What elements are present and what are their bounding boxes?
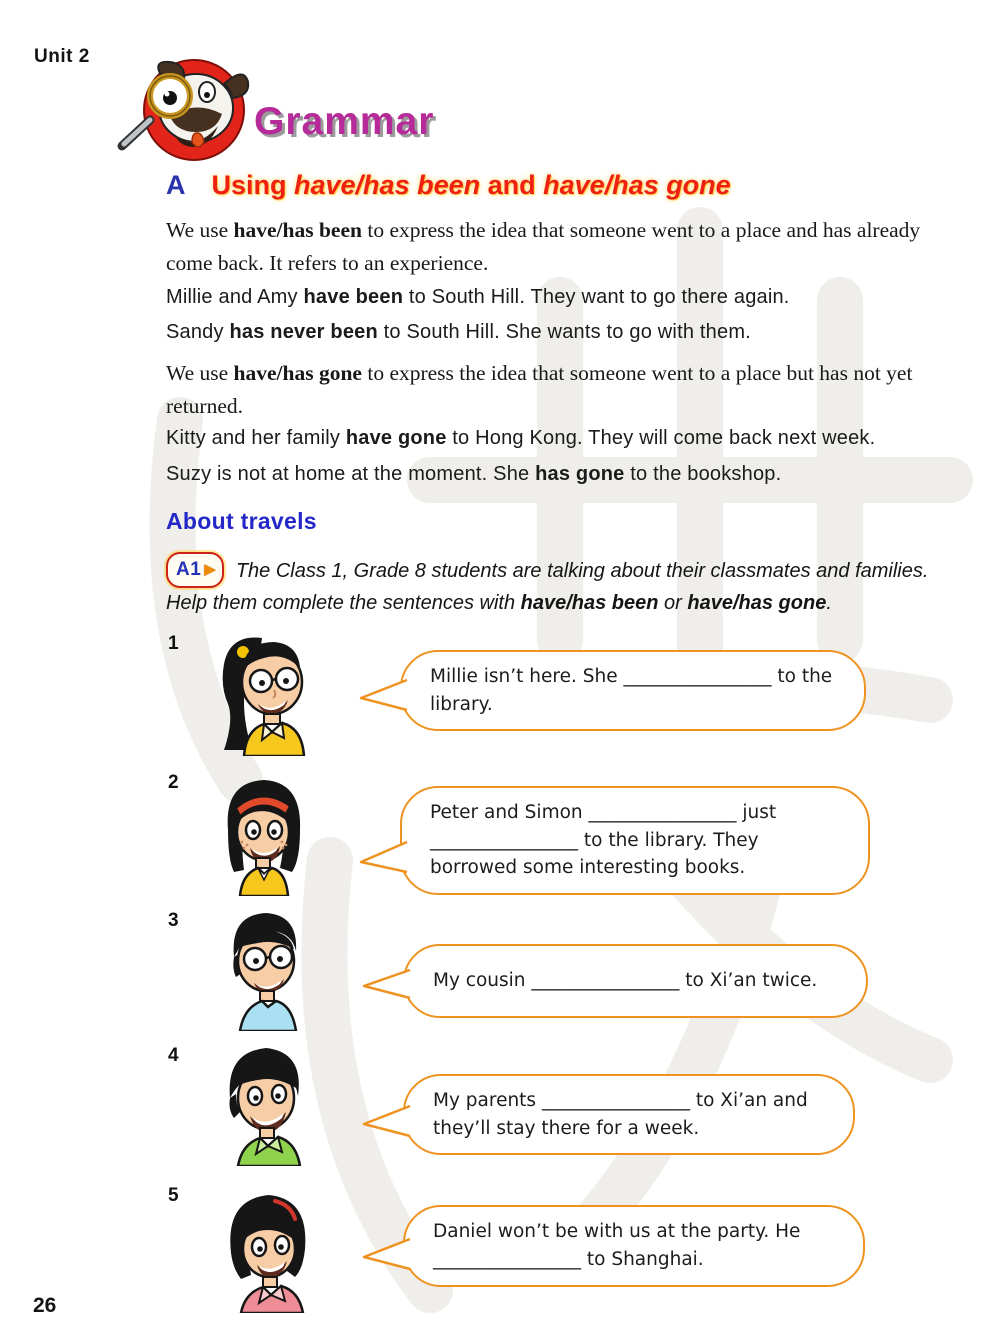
bubble-text: Millie isn’t here. She ________________ to the library.	[430, 666, 833, 715]
play-triangle-icon: ▶	[204, 561, 216, 578]
exercise-subtitle: About travels	[166, 508, 317, 534]
page-number: 26	[33, 1294, 57, 1317]
example-sentence-4: Suzy is not at home at the moment. She has gone to the bookshop.	[166, 463, 782, 485]
speech-bubble-5	[403, 1205, 865, 1287]
portrait-boy-green-shirt	[200, 1038, 322, 1166]
dog-mascot-logo	[112, 54, 264, 166]
portrait-boy-glasses	[200, 903, 322, 1031]
portrait-girl-ponytail-glasses	[200, 628, 322, 756]
portrait-child-pink-shirt	[205, 1185, 327, 1313]
item-number: 4	[168, 1045, 179, 1066]
speech-bubble-1	[400, 650, 866, 731]
exercise-instructions: A1 ▶ The Class 1, Grade 8 students are talking about their classmates and families. Help them complete the sentences with have/has been or have/has gone.	[166, 552, 966, 619]
bubble-text: Daniel won’t be with us at the party. He ________________ to Shanghai.	[433, 1221, 801, 1270]
speech-bubble-3	[403, 944, 868, 1018]
bubble-tail	[357, 840, 409, 876]
item-number: 3	[168, 910, 179, 931]
logo-title: Grammar	[254, 100, 435, 143]
example-sentence-3: Kitty and her family have gone to Hong Kong. They will come back next week.	[166, 427, 876, 449]
example-sentence-2: Sandy has never been to South Hill. She wants to go with them.	[166, 321, 751, 343]
bubble-text: Peter and Simon ________________ just ________________ to the library. They borrowed some interesting books.	[430, 802, 777, 878]
item-number: 2	[168, 772, 179, 793]
bubble-tail	[357, 678, 409, 714]
section-a-heading	[166, 170, 731, 201]
section-letter: A	[166, 170, 186, 200]
portrait-girl-bob-headband	[200, 768, 322, 896]
bubble-text: My parents ________________ to Xi’an and they’ll stay there for a week.	[433, 1090, 808, 1139]
rule-paragraph-been: We use have/has been to express the idea that someone went to a place and has already come back. It refers to an experience.	[166, 218, 921, 275]
exercise-badge: A1 ▶	[166, 552, 224, 588]
speech-bubble-4	[403, 1074, 855, 1155]
bubble-tail	[360, 1237, 412, 1273]
bubble-tail	[360, 1104, 412, 1140]
speech-bubble-2	[400, 786, 870, 895]
item-number: 1	[168, 633, 179, 654]
bubble-text: My cousin ________________ to Xi’an twice.	[433, 970, 818, 992]
item-number: 5	[168, 1185, 179, 1206]
example-sentence-1: Millie and Amy have been to South Hill. They want to go there again.	[166, 286, 790, 308]
section-title: Using have/has been and have/has gone	[211, 170, 731, 200]
rule-paragraph-gone: We use have/has gone to express the idea that someone went to a place but has not yet returned.	[166, 361, 913, 418]
bubble-tail	[360, 968, 412, 1004]
unit-label: Unit 2	[34, 46, 90, 67]
